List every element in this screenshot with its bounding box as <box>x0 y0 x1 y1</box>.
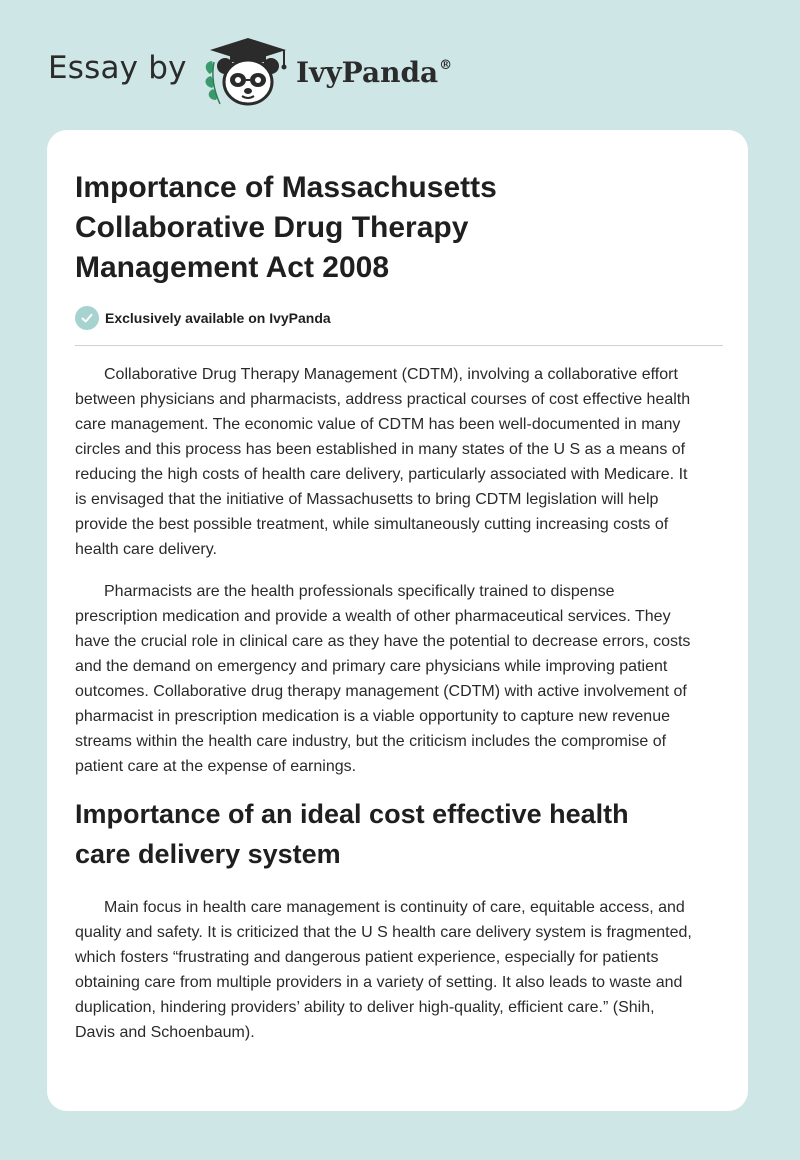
brand-name-text: IvyPanda <box>296 56 439 89</box>
section-heading-text: Importance of an ideal cost effective health care delivery system <box>75 799 629 869</box>
paragraph: Main focus in health care management is continuity of care, equitable access, and quality and safety. It is criticized that the U S health care delivery system is fragmented, which fosters “frustrating and dangerous patient experience, especially for patients obtaining care from multiple providers in a variety of setting. It also leads to waste and duplication, hindering providers’ ability to deliver high-quality, efficient care.” (Shih, Davis and Schoenbaum). <box>75 899 692 1041</box>
paragraph: Pharmacists are the health professionals specifically trained to dispense prescription medication and provide a wealth of other pharmaceutical services. They have the crucial role in clinical care as they have the potential to decrease errors, costs and the demand on emergency and primary care physicians while improving patient outcomes. Collaborative drug therapy management (CDTM) with active involvement of pharmacist in prescription medication is a viable opportunity to capture new revenue streams within the health care industry, but the criticism includes the compromise of patient care at the expense of earnings. <box>75 583 691 775</box>
check-circle-icon <box>75 306 99 330</box>
panda-graduation-cap-icon[interactable] <box>200 34 296 110</box>
essay-title <box>75 168 635 288</box>
paragraph: Collaborative Drug Therapy Management (CDTM), involving a collaborative effort between physicians and pharmacists, address practical courses of cost effective health care management. The economic value of CDTM has been well-documented in many circles and this process has been established in many states of the U S as a means of reducing the high costs of health care delivery, particularly associated with Medicare. It is envisaged that the initiative of Massachusetts to bring CDTM legislation will help provide the best possible treatment, while simultaneously cutting increasing costs of health care delivery. <box>75 366 691 558</box>
brand-name[interactable] <box>296 56 452 89</box>
badge-text: Exclusively available on IvyPanda <box>105 310 331 326</box>
title-text: Importance of Massachusetts Collaborative Drug Therapy Management Act 2008 <box>75 171 497 284</box>
essay-card <box>47 130 748 1111</box>
registered-mark: ® <box>439 58 453 73</box>
exclusive-badge <box>75 306 331 330</box>
essay-by-label: Essay by <box>48 50 187 86</box>
divider <box>75 345 723 346</box>
section-heading <box>75 794 723 874</box>
site-header <box>0 0 800 120</box>
